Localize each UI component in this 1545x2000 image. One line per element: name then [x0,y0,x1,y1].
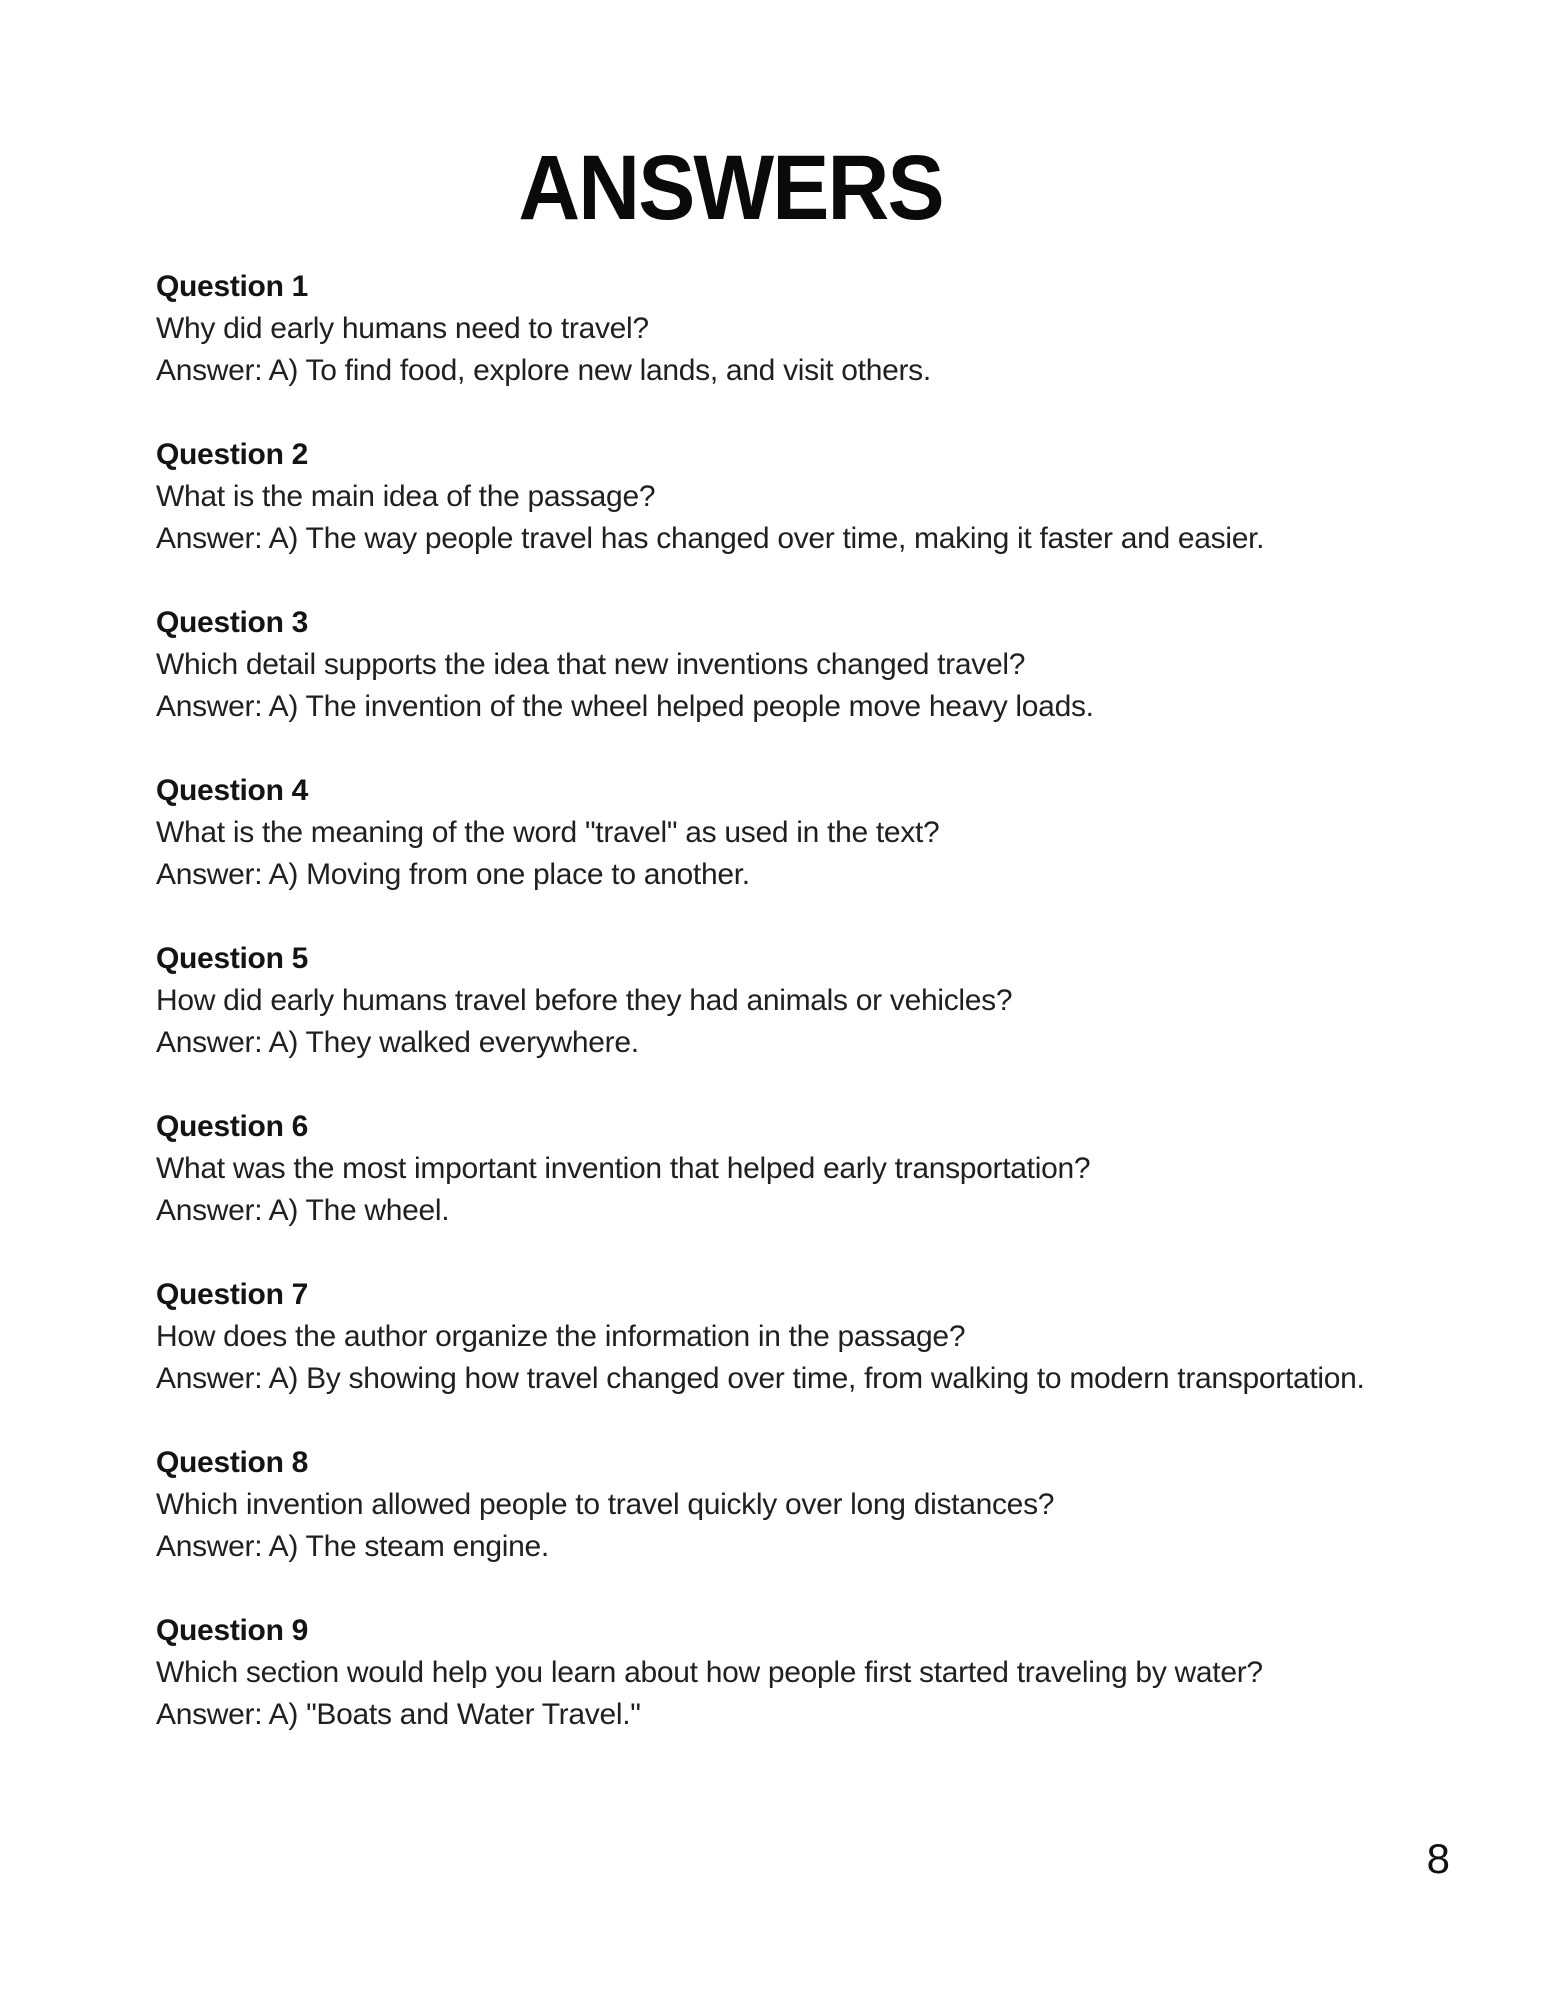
question-block [156,1442,1435,1568]
question-text: Which detail supports the idea that new inventions changed travel? [156,648,1026,681]
question-label: Question 6 [156,1110,309,1143]
answer-text: Answer: A) Moving from one place to another. [156,858,750,891]
answer-text: Answer: A) "Boats and Water Travel." [156,1698,641,1731]
question-text: What was the most important invention that helped early transportation? [156,1152,1091,1185]
question-block [156,602,1435,728]
answer-text: Answer: A) The way people travel has changed over time, making it faster and easier. [156,522,1265,555]
question-text: Which section would help you learn about how people first started traveling by water? [156,1656,1263,1689]
question-text: What is the meaning of the word "travel" as used in the text? [156,816,940,849]
question-block [156,266,1435,392]
question-text: Which invention allowed people to travel quickly over long distances? [156,1488,1055,1521]
question-block [156,1610,1435,1736]
question-label: Question 2 [156,438,309,471]
question-block [156,1274,1435,1400]
question-label: Question 5 [156,942,309,975]
question-text: Why did early humans need to travel? [156,312,649,345]
questions-list [156,266,1435,1736]
question-text: How does the author organize the information in the passage? [156,1320,966,1353]
answer-text: Answer: A) By showing how travel changed over time, from walking to modern transportation. [156,1362,1365,1395]
question-label: Question 4 [156,774,309,807]
question-block [156,434,1435,560]
question-text: How did early humans travel before they had animals or vehicles? [156,984,1013,1017]
answer-text: Answer: A) They walked everywhere. [156,1026,639,1059]
question-label: Question 1 [156,270,309,303]
question-block [156,1106,1435,1232]
answer-text: Answer: A) The invention of the wheel helped people move heavy loads. [156,690,1094,723]
answer-text: Answer: A) To find food, explore new lands, and visit others. [156,354,931,387]
question-label: Question 9 [156,1614,309,1647]
question-text: What is the main idea of the passage? [156,480,656,513]
answer-text: Answer: A) The steam engine. [156,1530,549,1563]
question-block [156,770,1435,896]
answer-text: Answer: A) The wheel. [156,1194,450,1227]
question-label: Question 7 [156,1278,309,1311]
question-label: Question 3 [156,606,309,639]
page-title: ANSWERS [518,137,943,239]
question-block [156,938,1435,1064]
question-label: Question 8 [156,1446,309,1479]
page-number: 8 [1426,1835,1450,1882]
